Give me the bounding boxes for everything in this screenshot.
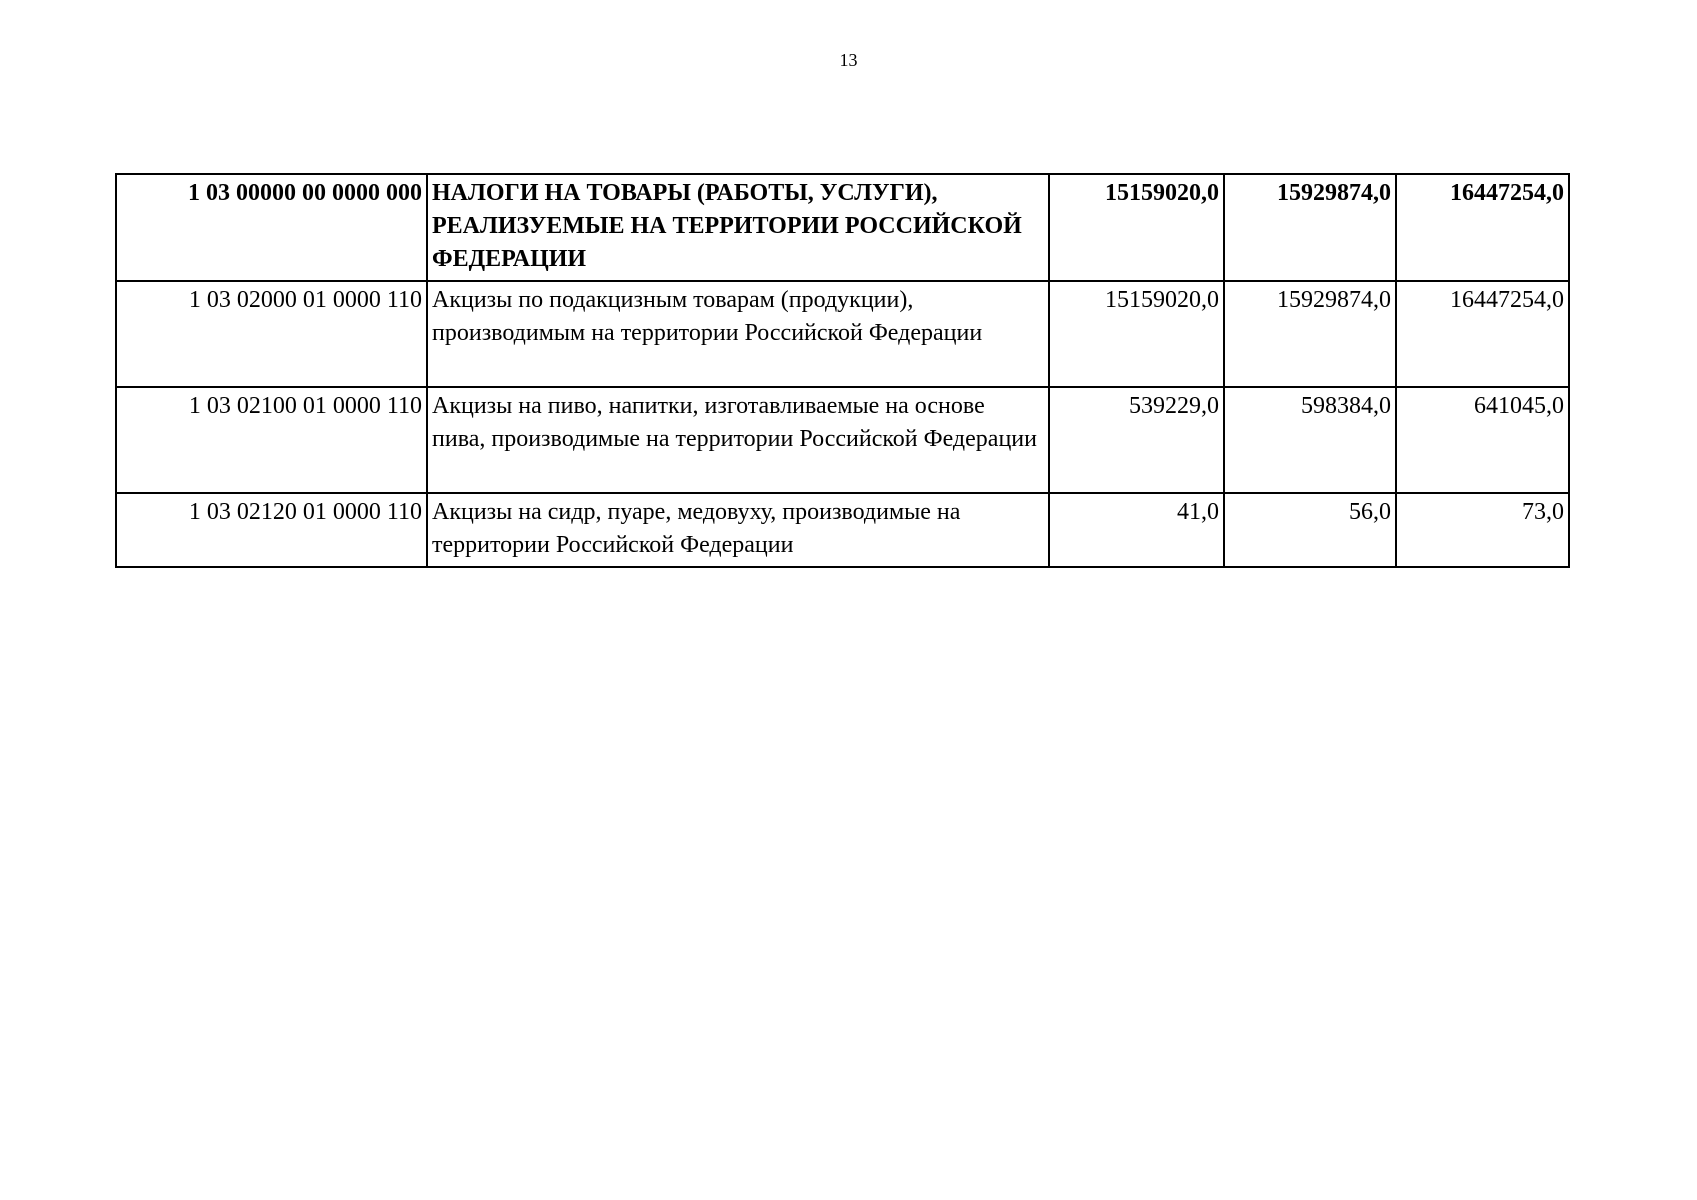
amount-year-3: 641045,0: [1396, 387, 1569, 493]
amount-year-1: 539229,0: [1049, 387, 1224, 493]
revenue-table: [115, 173, 1570, 568]
budget-code: 1 03 02000 01 0000 110: [116, 281, 427, 387]
budget-code: 1 03 02120 01 0000 110: [116, 493, 427, 567]
revenue-name: НАЛОГИ НА ТОВАРЫ (РАБОТЫ, УСЛУГИ), РЕАЛИЗУЕМЫЕ НА ТЕРРИТОРИИ РОССИЙСКОЙ ФЕДЕРАЦИИ: [427, 174, 1049, 281]
amount-year-1: 41,0: [1049, 493, 1224, 567]
revenue-name: Акцизы на пиво, напитки, изготавливаемые на основе пива, производимые на территории Российской Федерации: [427, 387, 1049, 493]
amount-year-3: 16447254,0: [1396, 281, 1569, 387]
revenue-name: Акцизы по подакцизным товарам (продукции), производимым на территории Российской Федерации: [427, 281, 1049, 387]
table-row: [116, 493, 1569, 567]
table-row: [116, 387, 1569, 493]
amount-year-2: 598384,0: [1224, 387, 1396, 493]
amount-year-2: 15929874,0: [1224, 174, 1396, 281]
amount-year-1: 15159020,0: [1049, 281, 1224, 387]
amount-year-2: 56,0: [1224, 493, 1396, 567]
amount-year-3: 73,0: [1396, 493, 1569, 567]
table-row: [116, 174, 1569, 281]
amount-year-3: 16447254,0: [1396, 174, 1569, 281]
amount-year-2: 15929874,0: [1224, 281, 1396, 387]
budget-code: 1 03 00000 00 0000 000: [116, 174, 427, 281]
budget-code: 1 03 02100 01 0000 110: [116, 387, 427, 493]
amount-year-1: 15159020,0: [1049, 174, 1224, 281]
page-number: 13: [839, 50, 858, 70]
revenue-name: Акцизы на сидр, пуаре, медовуху, производимые на территории Российской Федерации: [427, 493, 1049, 567]
table-row: [116, 281, 1569, 387]
